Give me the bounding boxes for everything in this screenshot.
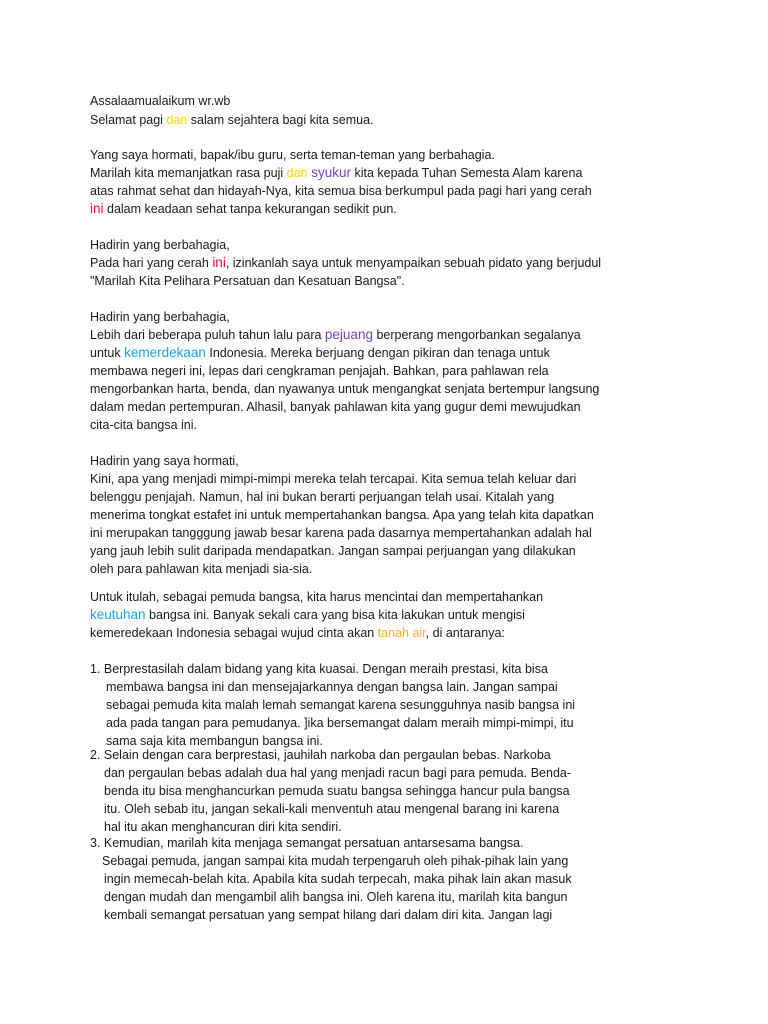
greeting-text: Assalaamualaikum wr.wb xyxy=(90,94,231,108)
p2-line-2b: , izinkanlah saya untuk menyampaikan sebuah pidato yang berjudul xyxy=(225,256,602,270)
p4-line-7: oleh para pahlawan kita menjadi sia-sia. xyxy=(90,562,313,576)
highlight-kemerdekaan: kemerdekaan xyxy=(124,345,206,360)
list-item-line xyxy=(104,800,559,818)
list-2-line-4: itu. Oleh sebab itu, jangan sekali-kali menventuh atau mengenal barang ini karena xyxy=(104,802,560,816)
p4-line-1: Hadirin yang saya hormati, xyxy=(90,454,239,468)
p3-line-3b: Indonesia. Mereka berjuang dengan pikiran dan tenaga untuk xyxy=(205,346,550,360)
paragraph-line xyxy=(90,542,576,560)
paragraph-line xyxy=(90,488,554,506)
paragraph-line xyxy=(90,326,581,344)
p3-line-5: mengorbankan harta, benda, dan nyawanya untuk mengangkat senjata bertempur langsung xyxy=(90,382,600,396)
paragraph-line xyxy=(90,588,543,606)
list-1-line-3: sebagai pemuda kita malah lemah semangat karena sesungguhnya nasib bangsa ini xyxy=(106,698,576,712)
p3-line-1: Hadirin yang berbahagia, xyxy=(90,310,230,324)
highlight-pejuang: pejuang xyxy=(324,327,373,342)
list-2-line-1: 2. Selain dengan cara berprestasi, jauhilah narkoba dan pergaulan bebas. Narkoba xyxy=(90,748,551,762)
highlight-keutuhan: keutuhan xyxy=(90,607,146,622)
paragraph-line xyxy=(90,452,239,470)
paragraph-line xyxy=(90,380,599,398)
list-item-line xyxy=(102,852,568,870)
list-item-line xyxy=(104,764,571,782)
p4-line-2: Kini, apa yang menjadi mimpi-mimpi mereka telah tercapai. Kita semua telah keluar dari xyxy=(90,472,577,486)
p3-line-4: membawa negeri ini, lepas dari cengkraman penjajah. Bahkan, para pahlawan rela xyxy=(90,364,549,378)
highlight-dan-2: dan xyxy=(286,166,308,180)
paragraph-line xyxy=(90,560,312,578)
list-item-line xyxy=(104,870,572,888)
list-item-line xyxy=(106,678,558,696)
paragraph-line xyxy=(90,236,230,254)
list-item-line xyxy=(90,746,551,764)
p5-line-2b: bangsa ini. Banyak sekali cara yang bisa kita lakukan untuk mengisi xyxy=(145,608,525,622)
p4-line-6: yang jauh lebih sulit daripada mendapatkan. Jangan sampai perjuangan yang dilakukan xyxy=(90,544,576,558)
p2-line-3: "Marilah Kita Pelihara Persatuan dan Kesatuan Bangsa". xyxy=(90,274,405,288)
p5-line-3a: kemeredekaan Indonesia sebagai wujud cinta akan xyxy=(90,626,378,640)
list-item-line xyxy=(90,834,524,852)
list-1-line-4: ada pada tangan para pemudanya. ]ika bersemangat dalam meraih mimpi-mimpi, itu xyxy=(106,716,574,730)
paragraph-line xyxy=(90,344,550,362)
list-3-line-4: dengan mudah dan mengambil alih bangsa ini. Oleh karena itu, marilah kita bangun xyxy=(104,890,568,904)
p4-line-3: belenggu penjajah. Namun, hal ini bukan berarti perjuangan telah usai. Kitalah yang xyxy=(90,490,555,504)
paragraph-line xyxy=(90,606,525,624)
paragraph-line xyxy=(90,416,197,434)
p3-line-3a: untuk xyxy=(90,346,125,360)
p5-line-3b: , di antaranya: xyxy=(425,626,505,640)
list-3-line-3: ingin memecah-belah kita. Apabila kita sudah terpecah, maka pihak lain akan masuk xyxy=(104,872,572,886)
list-3-line-1: 3. Kemudian, marilah kita menjaga semangat persatuan antarsesama bangsa. xyxy=(90,836,524,850)
greeting-line xyxy=(90,92,230,110)
paragraph-line xyxy=(90,182,592,200)
p3-line-2a: Lebih dari beberapa puluh tahun lalu para xyxy=(90,328,325,342)
opening-text-b: salam sejahtera bagi kita semua. xyxy=(187,113,374,127)
opening-line xyxy=(90,111,374,129)
highlight-syukur: syukur xyxy=(307,165,351,180)
list-3-line-5: kembali semangat persatuan yang sempat hilang dari dalam diri kita. Jangan lagi xyxy=(104,908,553,922)
p5-line-1: Untuk itulah, sebagai pemuda bangsa, kita harus mencintai dan mempertahankan xyxy=(90,590,544,604)
p4-line-4: menerima tongkat estafet ini untuk mempertahankan bangsa. Apa yang telah kita dapatkan xyxy=(90,508,594,522)
list-1-line-2: membawa bangsa ini dan mensejajarkannya dengan bangsa lain. Jangan sampai xyxy=(106,680,558,694)
paragraph-line xyxy=(90,398,581,416)
highlight-dan: dan xyxy=(166,113,188,127)
list-2-line-3: benda itu bisa menghancurkan pemuda suatu bangsa sehingga hancur pula bangsa xyxy=(104,784,570,798)
opening-text-a: Selamat pagi xyxy=(90,113,167,127)
p3-line-7: cita-cita bangsa ini. xyxy=(90,418,198,432)
paragraph-line xyxy=(90,524,592,542)
list-3-line-2: Sebagai pemuda, jangan sampai kita mudah terpengaruh oleh pihak-pihak lain yang xyxy=(102,854,569,868)
list-item-line xyxy=(104,782,570,800)
list-item-line xyxy=(104,888,568,906)
highlight-tanah-air: tanah air xyxy=(377,626,426,640)
paragraph-line xyxy=(90,470,576,488)
list-1-line-1: 1. Berprestasilah dalam bidang yang kita kuasai. Dengan meraih prestasi, kita bisa xyxy=(90,662,548,676)
paragraph-line xyxy=(90,308,230,326)
p3-line-6: dalam medan pertempuran. Alhasil, banyak pahlawan kita yang gugur demi mewujudkan xyxy=(90,400,581,414)
p1-line-3: atas rahmat sehat dan hidayah-Nya, kita semua bisa berkumpul pada pagi hari yang cerah xyxy=(90,184,592,198)
p1-line-2b: kita kepada Tuhan Semesta Alam karena xyxy=(351,166,583,180)
p3-line-2b: berperang mengorbankan segalanya xyxy=(372,328,581,342)
highlight-ini: ini xyxy=(90,201,104,216)
highlight-ini-2: ini xyxy=(212,255,226,270)
list-item-line xyxy=(90,660,548,678)
p4-line-5: ini merupakan tangggung jawab besar karena pada dasarnya mempertahankan adalah hal xyxy=(90,526,592,540)
p1-line-1: Yang saya hormati, bapak/ibu guru, serta teman-teman yang berbahagia. xyxy=(90,148,495,162)
list-2-line-5: hal itu akan menghancuran diri kita sendiri. xyxy=(104,820,342,834)
paragraph-line xyxy=(90,506,594,524)
p1-line-2a: Marilah kita memanjatkan rasa puji xyxy=(90,166,287,180)
p2-line-2a: Pada hari yang cerah xyxy=(90,256,213,270)
paragraph-line xyxy=(90,254,601,272)
p1-line-4b: dalam keadaan sehat tanpa kekurangan sedikit pun. xyxy=(103,202,397,216)
list-item-line xyxy=(106,696,575,714)
paragraph-line xyxy=(90,164,582,182)
list-item-line xyxy=(106,714,574,732)
paragraph-line xyxy=(90,146,495,164)
list-1-line-5: sama saja kita membangun bangsa ini. xyxy=(106,734,323,748)
paragraph-line xyxy=(90,272,405,290)
paragraph-line xyxy=(90,624,505,642)
paragraph-line xyxy=(90,362,549,380)
paragraph-line xyxy=(90,200,397,218)
list-2-line-2: dan pergaulan bebas adalah dua hal yang menjadi racun bagi para pemuda. Benda- xyxy=(104,766,572,780)
list-item-line xyxy=(104,906,552,924)
p2-line-1: Hadirin yang berbahagia, xyxy=(90,238,230,252)
